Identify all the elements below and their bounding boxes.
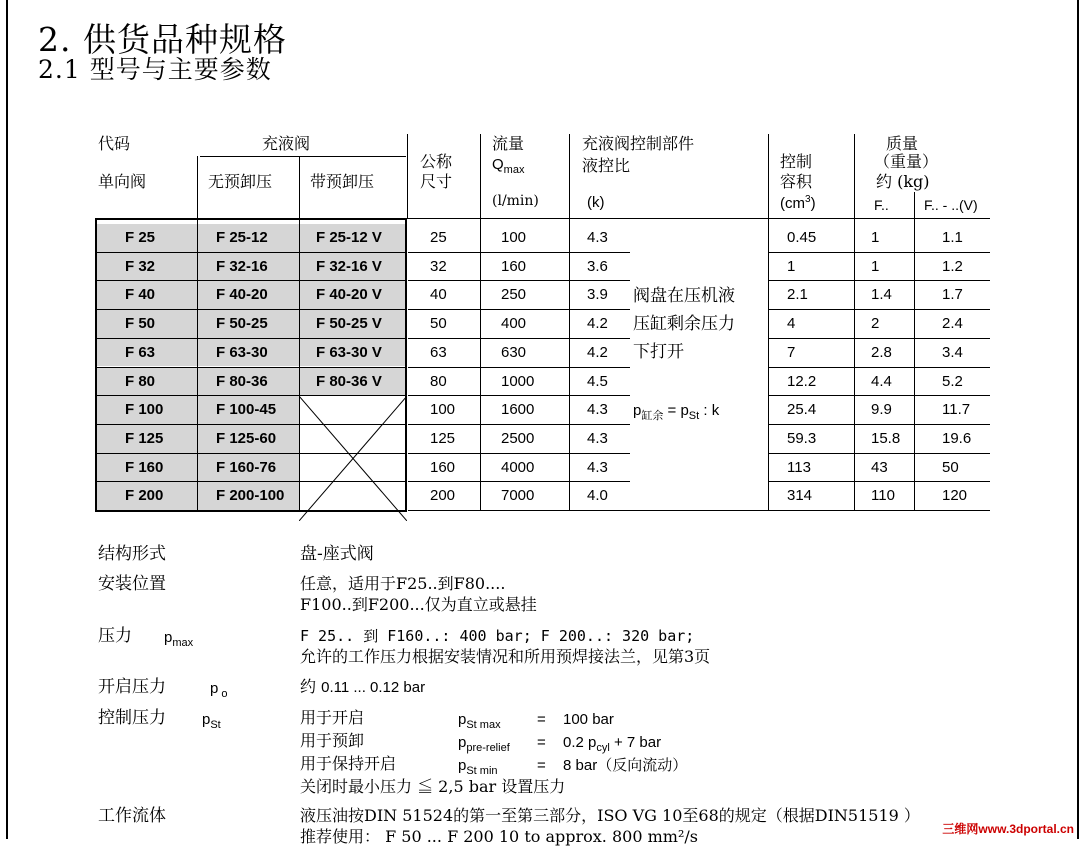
table-cell-ns: 50: [430, 315, 447, 333]
table-cell-vol: 12.2: [787, 372, 817, 390]
table-cell-m2: 5.2: [942, 372, 963, 390]
table-cell-q: 630: [501, 343, 527, 361]
table-cell-m2: 120: [942, 487, 968, 505]
table-cell-fv: F 40-20 V: [300, 281, 406, 309]
table-cell-fv: F 63-30 V: [300, 339, 406, 367]
table-cell-f: F 25: [97, 224, 197, 252]
table-cell-k: 4.3: [587, 458, 608, 476]
note-line-1: 阀盘在压机液: [633, 286, 735, 306]
ctrl-row-symbol: $p_{St max}$: [458, 711, 501, 731]
table-cell-m2: 1.2: [942, 257, 963, 275]
table-cell-fv: F 80-36 V: [300, 368, 406, 396]
header-sep-5: [569, 134, 570, 218]
header-sep-6: [768, 134, 769, 218]
column-separator: [854, 218, 855, 510]
table-cell-fv: F 25-12 V: [300, 224, 406, 252]
table-cell-q: 4000: [501, 458, 535, 476]
table-cell-ns: 25: [430, 229, 447, 246]
table-cell-q: 400: [501, 315, 527, 333]
open-pressure-symbol: p $_o$: [210, 680, 228, 700]
table-cell-ns: 40: [430, 286, 447, 304]
table-cell-f: F 160: [97, 454, 197, 482]
header-sep-8: [914, 192, 915, 218]
open-pressure-label: 开启压力: [98, 677, 166, 697]
ctrl-pressure-symbol: $p_{St}$: [202, 711, 221, 731]
header-code: 代码: [98, 134, 131, 153]
table-cell-ns: 125: [430, 429, 456, 447]
table-bottom-rule: [408, 510, 990, 511]
table-cell-m2: 19.6: [942, 429, 972, 447]
table-cell-m1: 9.9: [871, 401, 892, 419]
table-cell-m2: 11.7: [942, 401, 971, 419]
header-vol-1: 控制: [780, 152, 813, 171]
table-cell-q: 1000: [501, 372, 535, 390]
header-qmax: $Q_{max}$: [492, 156, 525, 176]
table-cell-nf: F 50-25: [198, 310, 299, 338]
header-mass-3: 约 (kg): [876, 172, 930, 191]
note-line-3: 下打开: [633, 342, 684, 362]
table-cell-k: 4.2: [587, 315, 608, 333]
table-cell-vol: 2.1: [787, 286, 808, 304]
table-cell-k: 4.0: [587, 487, 608, 505]
mount-value-1: 任意，适用于F25..到F80....: [300, 574, 506, 593]
table-cell-m1: 1: [871, 229, 880, 246]
table-cell-ns: 63: [430, 343, 447, 361]
ctrl-row-equals: =: [537, 734, 546, 751]
table-cell-m1: 1: [871, 257, 880, 275]
structure-value: 盘-座式阀: [300, 544, 374, 564]
header-vol-unit: $(cm^3)$: [780, 194, 816, 212]
table-cell-m1: 2: [871, 315, 880, 333]
table-cell-m2: 50: [942, 458, 959, 476]
header-ctrl-part: 充液阀控制部件: [582, 134, 695, 153]
header-sep-2: [299, 156, 300, 218]
table-cell-m1: 2.8: [871, 343, 892, 361]
table-cell-nf: F 80-36: [198, 368, 299, 396]
table-cell-k: 4.5: [587, 372, 608, 390]
table-cell-m2: 1.1: [942, 229, 963, 246]
fluid-value-2: 推荐使用： F 50 ... F 200 10 to approx. 800 mm²/s: [300, 827, 698, 846]
ctrl-row-symbol: $p_{St min}$: [458, 757, 498, 777]
table-cell-m1: 4.4: [871, 372, 892, 390]
mount-value-2: F100..到F200...仅为直立或悬挂: [300, 595, 537, 614]
header-with-preload: 带预卸压: [310, 172, 375, 191]
table-cell-m2: 2.4: [942, 315, 963, 333]
header-ctrl-unit: (k): [587, 194, 605, 211]
header-no-preload: 无预卸压: [208, 172, 273, 191]
table-cell-nf: F 125-60: [198, 425, 299, 453]
table-cell-ns: 200: [430, 487, 456, 505]
table-cell-nf: F 100-45: [198, 396, 299, 424]
table-cell-nf: F 25-12: [198, 224, 299, 252]
header-sep-1: [197, 156, 198, 218]
header-flow: 流量: [492, 134, 525, 153]
table-cell-f: F 63: [97, 339, 197, 367]
table-cell-m1: 1.4: [871, 286, 892, 304]
header-sep-4: [480, 134, 481, 218]
table-cell-f: F 32: [97, 253, 197, 281]
column-separator: [768, 218, 769, 510]
header-mass-f: F..: [874, 197, 889, 213]
table-cell-m1: 15.8: [871, 429, 901, 447]
header-nominal-1: 公称: [420, 152, 453, 171]
table-cell-fv: F 50-25 V: [300, 310, 406, 338]
section-title: 2. 供货品种规格: [38, 20, 287, 59]
table-cell-nf: F 40-20: [198, 281, 299, 309]
table-cell-f: F 100: [97, 396, 197, 424]
structure-label: 结构形式: [98, 544, 166, 564]
ctrl-row-value: 100 bar: [563, 711, 614, 728]
ctrl-row-value: 0.2 $p_{cyl} + 7$ bar: [563, 734, 662, 754]
table-cell-nf: F 200-100: [198, 482, 299, 510]
table-cell-f: F 125: [97, 425, 197, 453]
header-sep-7: [854, 134, 855, 218]
table-cell-k: 3.6: [587, 257, 608, 275]
table-cell-nf: F 32-16: [198, 253, 299, 281]
note-formula: $p_{缸余} = p_{St}$ : k: [633, 402, 720, 422]
ctrl-row-value: 8 bar（反向流动）: [563, 757, 688, 774]
column-separator: [914, 218, 915, 510]
fill-valve-rule: [200, 156, 406, 157]
table-cell-k: 4.3: [587, 429, 608, 447]
ctrl-row-text: 用于开启: [300, 708, 365, 727]
header-mass-fv: F.. - ..(V): [924, 197, 978, 213]
fluid-value-1: 液压油按DIN 51524的第一至第三部分，ISO VG 10至68的规定（根据DIN51519 ）: [300, 806, 920, 825]
column-separator: [480, 218, 481, 510]
header-mass-2: （重量）: [874, 152, 939, 171]
table-cell-f: F 50: [97, 310, 197, 338]
ctrl-row-symbol: $p_{pre-relief}$: [458, 734, 510, 754]
table-cell-m2: 1.7: [942, 286, 963, 304]
pressure-value-1: F 25.. 到 F160..: 400 bar; F 200..: 320 bar;: [300, 627, 695, 645]
table-cell-q: 7000: [501, 487, 535, 505]
header-mass-1: 质量: [886, 134, 919, 153]
table-cell-ns: 100: [430, 401, 456, 419]
fluid-label: 工作流体: [98, 806, 166, 826]
header-fill-valve: 充液阀: [262, 134, 311, 153]
pressure-symbol: $p_{max}$: [164, 629, 194, 649]
table-cell-m1: 43: [871, 458, 888, 476]
table-cell-q: 1600: [501, 401, 535, 419]
ctrl-row-equals: =: [537, 757, 546, 774]
table-cell-k: 4.3: [587, 229, 608, 246]
header-flow-unit: (l/min): [492, 193, 539, 209]
note-line-2: 压缸剩余压力: [633, 314, 735, 334]
ctrl-row-equals: =: [537, 711, 546, 728]
table-cell-vol: 113: [787, 458, 811, 476]
header-nominal-2: 尺寸: [420, 172, 453, 191]
table-cell-k: 4.3: [587, 401, 608, 419]
open-pressure-value: 约 0.11 ... 0.12 bar: [300, 677, 426, 696]
table-cell-vol: 4: [787, 315, 796, 333]
header-sep-3: [407, 134, 408, 218]
table-cell-f: F 80: [97, 368, 197, 396]
table-cell-fv: F 32-16 V: [300, 253, 406, 281]
table-cell-q: 160: [501, 257, 527, 275]
table-cell-ns: 80: [430, 372, 447, 390]
table-cell-vol: 59.3: [787, 429, 817, 447]
table-cell-q: 250: [501, 286, 527, 304]
watermark: 三维网www.3dportal.cn: [942, 822, 1074, 836]
table-cell-vol: 0.45: [787, 229, 817, 246]
table-cell-q: 100: [501, 229, 527, 246]
header-check-valve: 单向阀: [98, 172, 147, 191]
not-available-cross: [299, 396, 407, 521]
ctrl-pressure-label: 控制压力: [98, 708, 166, 728]
table-cell-k: 3.9: [587, 286, 608, 304]
column-separator: [569, 218, 570, 510]
section-subtitle: 2.1 型号与主要参数: [38, 55, 272, 84]
table-cell-vol: 7: [787, 343, 796, 361]
table-cell-ns: 32: [430, 257, 447, 275]
table-cell-f: F 200: [97, 482, 197, 510]
mount-label: 安装位置: [98, 574, 166, 594]
header-vol-2: 容积: [780, 172, 813, 191]
pressure-label: 压力: [98, 626, 132, 646]
table-cell-vol: 314: [787, 487, 813, 505]
table-cell-m2: 3.4: [942, 343, 963, 361]
ctrl-close-min: 关闭时最小压力 ≦ 2,5 bar 设置压力: [300, 777, 566, 796]
table-cell-f: F 40: [97, 281, 197, 309]
table-cell-ns: 160: [430, 458, 456, 476]
ctrl-row-text: 用于预卸: [300, 731, 365, 750]
table-cell-vol: 25.4: [787, 401, 817, 419]
table-cell-nf: F 160-76: [198, 454, 299, 482]
table-cell-q: 2500: [501, 429, 535, 447]
table-cell-vol: 1: [787, 257, 796, 275]
ctrl-row-text: 用于保持开启: [300, 754, 397, 773]
header-ctrl-ratio: 液控比: [582, 156, 631, 175]
pressure-value-2: 允许的工作压力根据安装情况和所用预焊接法兰，见第3页: [300, 647, 711, 666]
table-cell-m1: 110: [871, 487, 895, 505]
table-cell-nf: F 63-30: [198, 339, 299, 367]
table-cell-k: 4.2: [587, 343, 608, 361]
column-separator: [197, 218, 198, 510]
